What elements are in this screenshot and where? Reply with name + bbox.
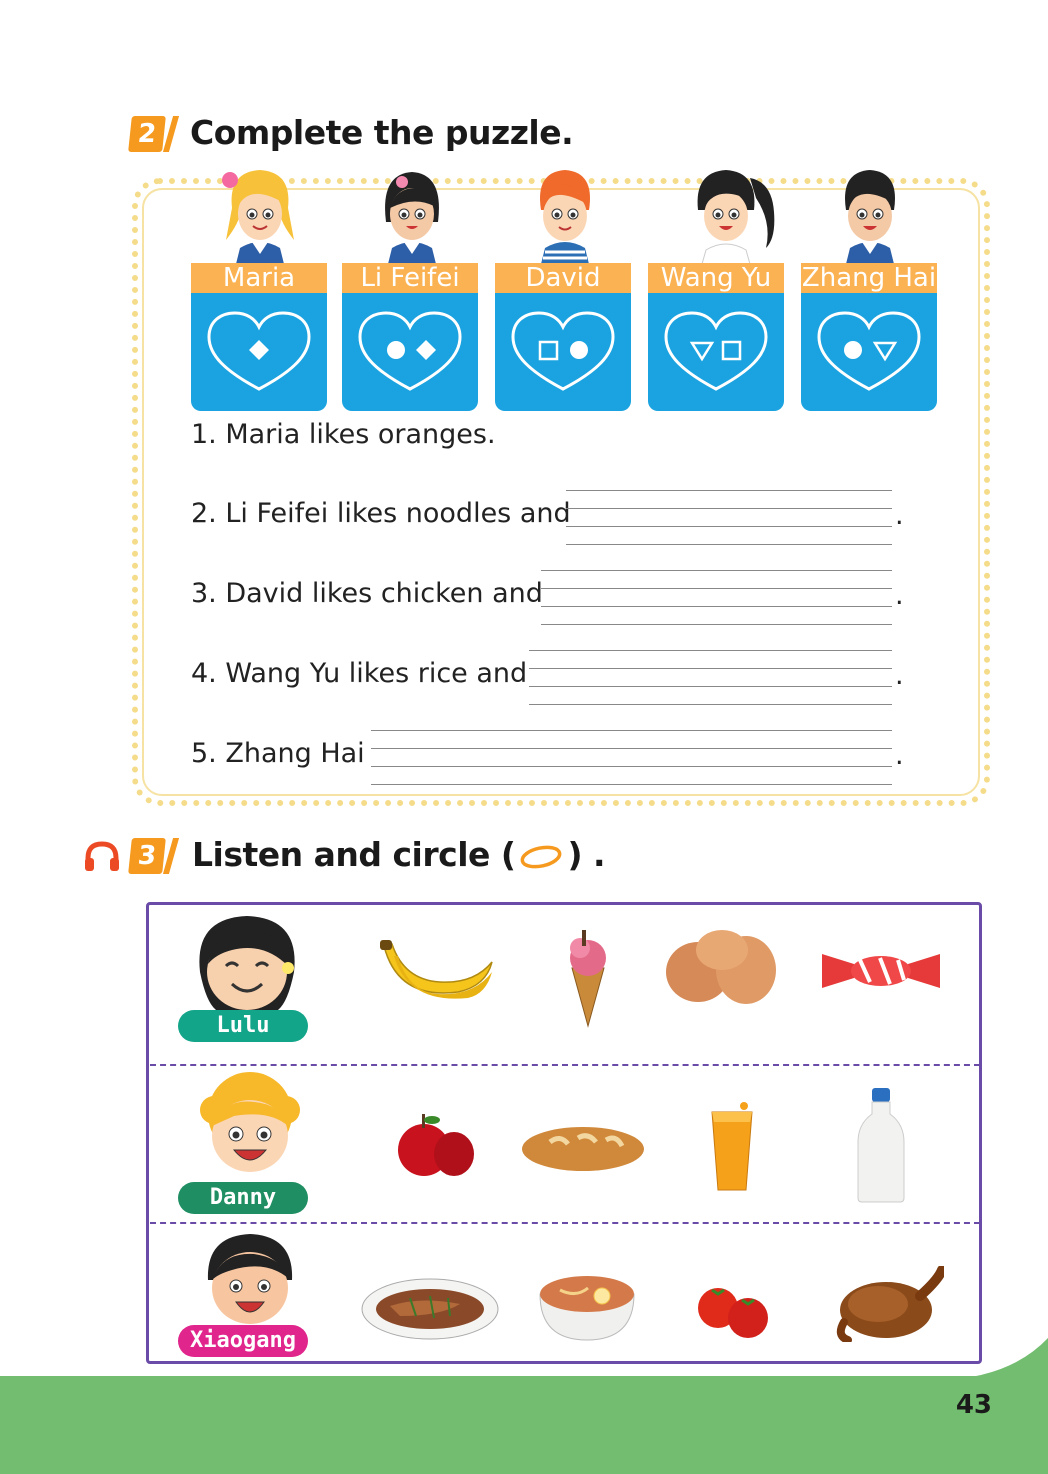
zhang-hai-illustration (820, 162, 920, 264)
tomatoes-image[interactable] (692, 1284, 774, 1340)
section-title: Complete the puzzle. (190, 113, 574, 152)
sentence-1: 1. Maria likes oranges. (191, 419, 496, 450)
row-divider (150, 1222, 980, 1224)
heart-dot-diamond-icon (356, 309, 464, 395)
bread-image[interactable] (520, 1124, 646, 1174)
name-tag-lulu: Lulu (178, 1010, 308, 1042)
card-name: Maria (191, 263, 327, 293)
maria-illustration (210, 162, 310, 264)
banana-image[interactable] (378, 938, 496, 1008)
candy-image[interactable] (820, 950, 942, 990)
lulu-face (192, 910, 302, 1020)
section-title (192, 835, 605, 874)
orange-juice-image[interactable] (704, 1100, 760, 1196)
david-illustration (515, 162, 615, 264)
sentence-2: 2. Li Feifei likes noodles and (191, 498, 571, 529)
answer-lines-3[interactable] (541, 570, 892, 626)
period-4: . (895, 660, 904, 691)
card-name: David (495, 263, 631, 293)
puzzle-card-zhang-hai (801, 263, 937, 411)
section-number-badge (128, 838, 166, 874)
footer-curve (940, 1330, 1048, 1380)
heart-square-dot-icon (509, 309, 617, 395)
ice-cream-image[interactable] (558, 928, 618, 1028)
milk-image[interactable] (856, 1086, 906, 1204)
xiaogang-face (196, 1230, 304, 1330)
card-name: Zhang Hai (801, 263, 937, 293)
heart-diamond-icon (205, 309, 313, 395)
oval-circle-icon (517, 842, 565, 870)
eggs-image[interactable] (662, 928, 780, 1008)
noodles-image[interactable] (536, 1272, 638, 1344)
section-number: 3 (136, 841, 158, 871)
puzzle-card-david (495, 263, 631, 411)
heart-dot-triangle-icon (815, 309, 923, 395)
answer-lines-2[interactable] (566, 490, 892, 546)
name-tag-xiaogang: Xiaogang (178, 1325, 308, 1357)
title-suffix: ) . (567, 835, 606, 874)
card-name: Wang Yu (648, 263, 784, 293)
period-5: . (895, 740, 904, 771)
footer-bar (0, 1376, 1048, 1474)
sentence-5: 5. Zhang Hai (191, 738, 365, 769)
card-body (648, 293, 784, 411)
section-number-badge (128, 116, 166, 152)
apples-image[interactable] (396, 1108, 476, 1180)
fish-image[interactable] (360, 1276, 500, 1342)
li-feifei-illustration (362, 162, 462, 264)
period-2: . (895, 500, 904, 531)
card-body (495, 293, 631, 411)
period-3: . (895, 580, 904, 611)
danny-face (194, 1070, 306, 1182)
card-body (191, 293, 327, 411)
section-number: 2 (136, 119, 158, 149)
puzzle-card-maria (191, 263, 327, 411)
card-name: Li Feifei (342, 263, 478, 293)
puzzle-card-wang-yu (648, 263, 784, 411)
card-body (342, 293, 478, 411)
sentence-4: 4. Wang Yu likes rice and (191, 658, 528, 689)
answer-lines-5[interactable] (371, 730, 892, 786)
sentence-3: 3. David likes chicken and (191, 578, 543, 609)
puzzle-card-li-feifei (342, 263, 478, 411)
name-tag-danny: Danny (178, 1182, 308, 1214)
page-number: 43 (955, 1390, 992, 1420)
row-divider (150, 1064, 980, 1066)
title-prefix: Listen and circle ( (192, 835, 516, 874)
roast-chicken-image[interactable] (834, 1266, 944, 1342)
wang-yu-illustration (676, 162, 784, 264)
heart-triangle-square-icon (662, 309, 770, 395)
card-body (801, 293, 937, 411)
answer-lines-4[interactable] (529, 650, 892, 706)
headphones-icon (84, 840, 120, 872)
